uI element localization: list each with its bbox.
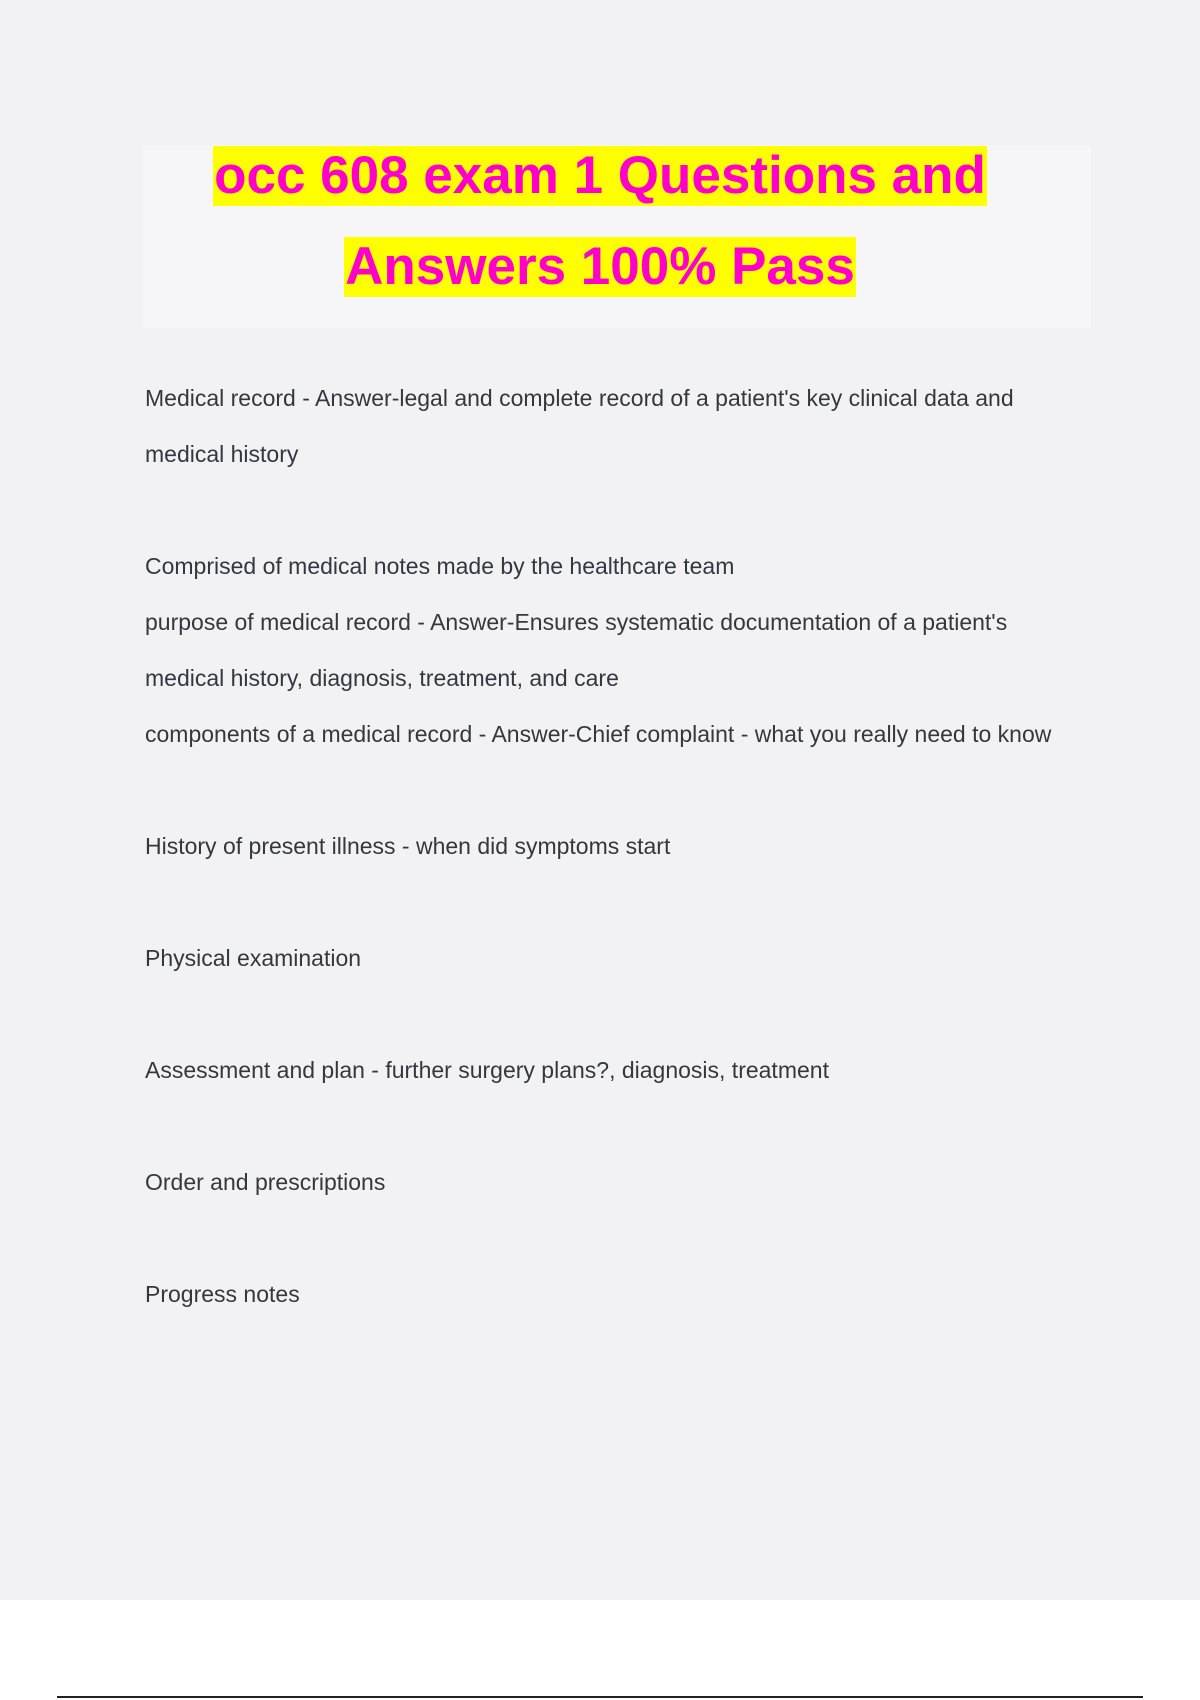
paragraph-history: History of present illness - when did symptoms start bbox=[145, 833, 671, 859]
paragraph-spacer bbox=[145, 482, 1075, 538]
paragraph-orders: Order and prescriptions bbox=[145, 1169, 386, 1195]
paragraph-comprised-of: Comprised of medical notes made by the healthcare team bbox=[145, 553, 735, 579]
document-title-line-1: occ 608 exam 1 Questions and bbox=[214, 146, 986, 205]
paragraph-spacer bbox=[145, 1098, 1075, 1154]
paragraph-spacer bbox=[145, 986, 1075, 1042]
paragraph-progress-notes: Progress notes bbox=[145, 1281, 300, 1307]
paragraph-components: components of a medical record - Answer-Chief complaint - what you really need to know bbox=[145, 721, 1052, 747]
paragraph-spacer bbox=[145, 874, 1075, 930]
document-title-line-2: Answers 100% Pass bbox=[345, 237, 855, 296]
paragraph-spacer bbox=[145, 1210, 1075, 1266]
title-row-2 bbox=[0, 237, 1200, 297]
title-row-1 bbox=[0, 146, 1200, 206]
footer-divider bbox=[57, 1696, 1143, 1698]
paragraph-physical-exam: Physical examination bbox=[145, 945, 362, 971]
document-body bbox=[145, 370, 1075, 1322]
paragraph-spacer bbox=[145, 762, 1075, 818]
paragraph-purpose: purpose of medical record - Answer-Ensures systematic documentation of a patient's medical history, diagnosis, treatment, and care bbox=[145, 609, 1008, 691]
paragraph-medical-record: Medical record - Answer-legal and complete record of a patient's key clinical data and medical history bbox=[145, 385, 1014, 467]
paragraph-assessment: Assessment and plan - further surgery plans?, diagnosis, treatment bbox=[145, 1057, 829, 1083]
